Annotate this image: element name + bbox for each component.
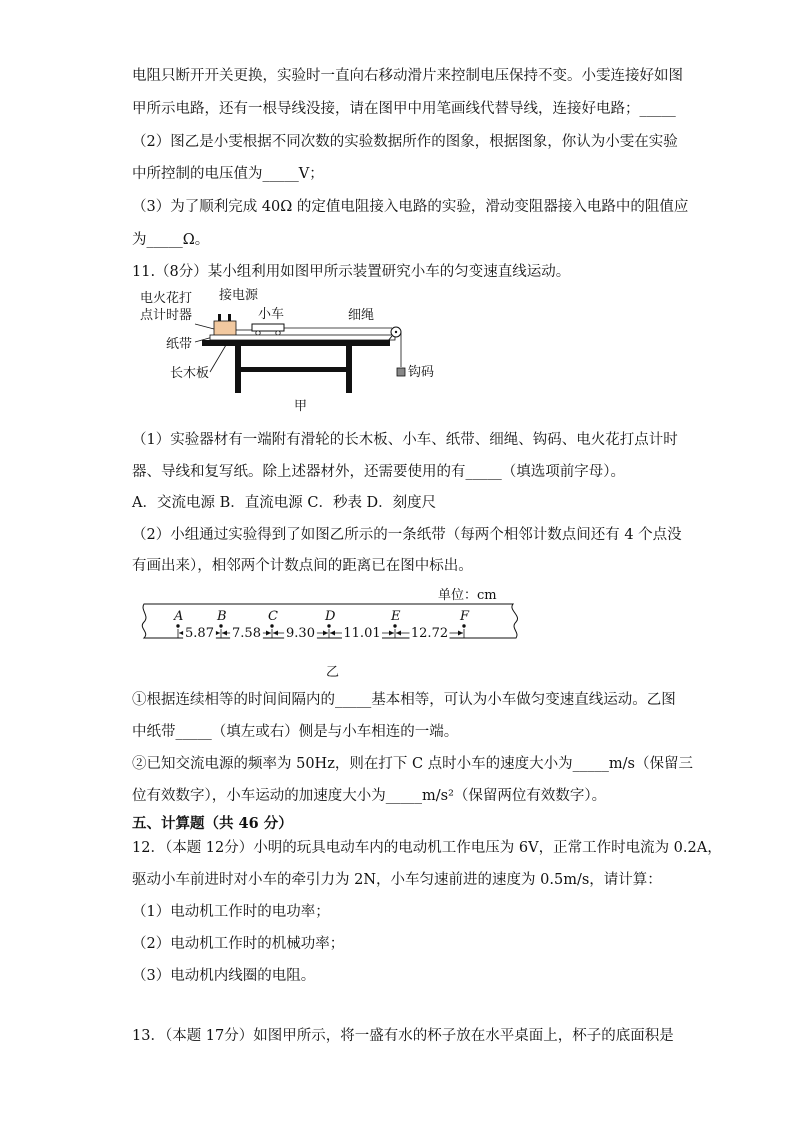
distance-label: 12.72 [410,626,449,641]
tape-dot [393,624,396,627]
label-board: 长木板 [170,366,210,381]
text-line-16: 位有效数字），小车运动的加速度大小为_____m/s²（保留两位有效数字）。 [132,788,607,804]
text-line-6: 为_____Ω。 [132,232,210,248]
distance-label: 11.01 [343,626,381,641]
label-cart: 小车 [258,307,285,322]
options-line: A．交流电源 B．直流电源 C．秒表 D．刻度尺 [132,495,437,511]
question-12-line-2: 驱动小车前进时对小车的牵引力为 2N，小车匀速前进的速度为 0.5m/s，请计算： [132,872,662,888]
tape-unit-label: 单位：cm [438,588,497,603]
tape-dot [270,624,273,627]
tape-dot [219,624,222,627]
figure-paper-tape [130,580,530,685]
tape-point-label: C [268,609,278,624]
tape-dot [327,624,330,627]
tape-point-label: A [174,609,184,624]
text-line-5: （3）为了顺利完成 40Ω 的定值电阻接入电路的实验，滑动变阻器接入电路中的阻值应 [132,199,689,215]
label-timer-line2: 点计时器 [140,308,193,323]
caption-figure-b: 乙 [326,665,340,680]
question-11-heading: 11.（8分）某小组利用如图甲所示装置研究小车的匀变速直线运动。 [132,264,571,280]
section-five-heading: 五、计算题（共 46 分） [132,815,293,832]
question-12-line-1: 12．（本题 12分）小明的玩具电动车内的电动机工作电压为 6V，正常工作时电流为 0.2A， [132,840,722,856]
label-power: 接电源 [219,288,259,303]
distance-label: 7.58 [232,626,261,641]
text-line-2: 甲所示电路，还有一根导线没接，请在图甲中用笔画线代替导线，连接好电路；_____ [132,101,676,117]
text-line-1: 电阻只断开开关更换，实验时一直向右移动滑片来控制电压保持不变。小雯连接好如图 [132,68,683,84]
label-weight: 钩码 [408,365,435,380]
text-line-4: 中所控制的电压值为_____V； [132,166,324,182]
label-rope: 细绳 [348,308,375,323]
text-line-13: ①根据连续相等的时间间隔内的_____基本相等，可认为小车做匀变速直线运动。乙图 [132,692,676,708]
text-line-15: ②已知交流电源的频率为 50Hz，则在打下 C 点时小车的速度大小为_____m/s（保留三 [132,756,693,772]
label-timer-line1: 电火花打 [140,291,193,306]
text-line-12: 有画出来），相邻两个计数点间的距离已在图中标出。 [132,558,473,574]
label-tape: 纸带 [166,337,193,352]
text-line-8: （1）实验器材有一端附有滑轮的长木板、小车、纸带、细绳、钩码、电火花打点计时 [132,432,678,448]
question-12-part-2: （2）电动机工作时的机械功率； [132,936,345,952]
tape-point-label: E [391,609,401,624]
text-line-3: （2）图乙是小雯根据不同次数的实验数据所作的图象，根据图象，你认为小雯在实验 [132,134,678,150]
question-13-line-1: 13．（本题 17分）如图甲所示，将一盛有水的杯子放在水平桌面上，杯子的底面积是 [132,1028,674,1044]
distance-label: 5.87 [185,626,214,641]
tape-point-label: D [325,609,336,624]
figure-apparatus [130,283,450,418]
text-line-14: 中纸带_____（填左或右）侧是与小车相连的一端。 [132,724,459,740]
distance-label: 9.30 [286,626,315,641]
tape-dot [176,624,179,627]
tape-point-label: F [460,609,470,624]
caption-figure-a: 甲 [294,399,308,414]
text-line-11: （2）小组通过实验得到了如图乙所示的一条纸带（每两个相邻计数点间还有 4 个点没 [132,527,682,543]
tape-dot [462,624,465,627]
text-line-9: 器、导线和复写纸。除上述器材外，还需要使用的有_____（填选项前字母）。 [132,464,625,480]
tape-point-label: B [217,609,227,624]
question-12-part-3: （3）电动机内线圈的电阻。 [132,968,316,984]
question-12-part-1: （1）电动机工作时的电功率； [132,904,330,920]
